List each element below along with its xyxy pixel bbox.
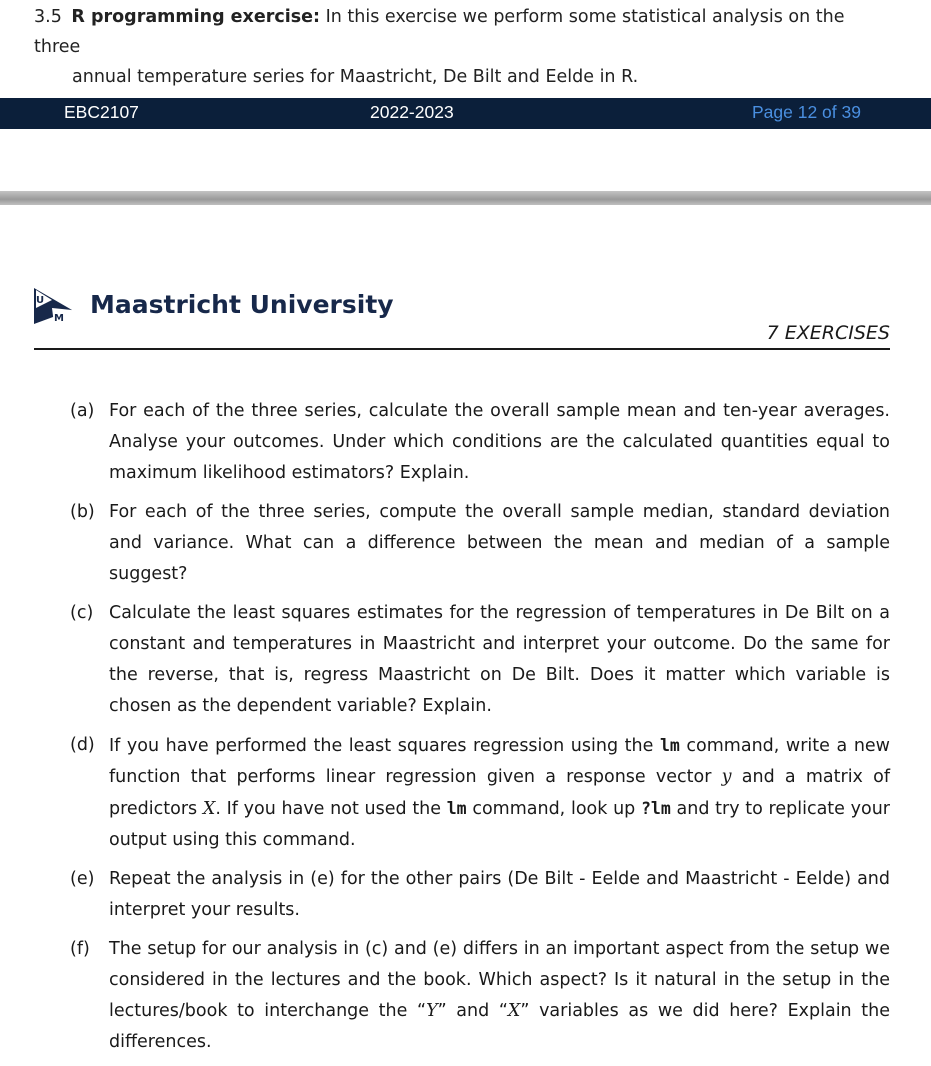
list-item-f	[70, 934, 890, 1058]
item-text-part: and try to replicate your output using this command.	[109, 799, 890, 850]
university-logo-icon	[32, 284, 76, 328]
list-item-e	[70, 864, 890, 926]
svg-text:U: U	[36, 295, 45, 306]
item-label: (f)	[70, 939, 90, 959]
university-name: Maastricht University	[90, 290, 394, 319]
item-text-part: command, write a new function that performs linear regression given a response vector	[109, 736, 890, 787]
header-rule	[34, 348, 890, 350]
page-footer	[0, 98, 931, 129]
section-title: 7 EXERCISES	[766, 322, 890, 344]
course-code: EBC2107	[64, 102, 139, 122]
item-label: (e)	[70, 869, 95, 889]
exercise-intro-line1: In this exercise we perform some statistical analysis on the three	[34, 7, 845, 57]
item-text: Calculate the least squares estimates for the regression of temperatures in De Bilt on a constant and temperatures in Maastricht and interpret your outcome. Do the same for the reverse, that is, regress Maastricht on De Bilt. Does it matter which variable is chosen as the dependent variable? Explain.	[109, 603, 890, 716]
item-text-part: . If you have not used the	[215, 799, 447, 819]
item-text-part: ” and “	[437, 1001, 508, 1021]
item-text-part: The setup for our analysis in (c) and (e) differs in an important aspect from the setup we considered in the lectures and the book. Which aspect? Is it natural in the setup in the lectures/book to interchange the “	[109, 939, 890, 1021]
exercise-intro	[34, 2, 894, 92]
list-item-b	[70, 497, 890, 590]
item-label: (c)	[70, 603, 94, 623]
item-text: Repeat the analysis in (e) for the other pairs (De Bilt - Eelde and Maastricht - Eelde) and interpret your results.	[109, 869, 890, 920]
item-text-part: command, look up	[466, 799, 641, 819]
math-x: X	[202, 799, 216, 819]
exercise-list	[70, 396, 890, 1066]
item-text-part: ” variables as we did here? Explain the differences.	[109, 1001, 890, 1052]
math-y: y	[721, 767, 732, 787]
item-label: (d)	[70, 735, 95, 755]
code-help-lm: ?lm	[640, 799, 671, 818]
item-label: (a)	[70, 401, 95, 421]
code-lm: lm	[446, 799, 467, 818]
exercise-number: 3.5	[34, 7, 62, 27]
code-lm: lm	[659, 736, 680, 755]
math-x: X	[507, 1001, 521, 1021]
list-item-c	[70, 598, 890, 722]
item-text-part: If you have performed the least squares regression using the	[109, 736, 660, 756]
math-y: Y	[426, 1001, 438, 1021]
svg-text:M: M	[54, 313, 64, 324]
list-item-a	[70, 396, 890, 489]
academic-year: 2022-2023	[370, 102, 454, 122]
page-number-link[interactable]: Page 12 of 39	[752, 102, 861, 122]
item-text: For each of the three series, compute the overall sample median, standard deviation and variance. What can a difference between the mean and median of a sample suggest?	[109, 502, 890, 584]
item-label: (b)	[70, 502, 95, 522]
item-text: For each of the three series, calculate the overall sample mean and ten-year averages. Analyse your outcomes. Under which conditions are the calculated quantities equal to maximum likelihood estimators? Explain.	[109, 401, 890, 483]
item-text-part: and a matrix of predictors	[109, 767, 891, 819]
exercise-intro-line2: annual temperature series for Maastricht, De Bilt and Eelde in R.	[72, 67, 639, 87]
list-item-d	[70, 730, 890, 856]
exercise-title: R programming exercise:	[71, 7, 320, 27]
page-separator	[0, 191, 931, 205]
